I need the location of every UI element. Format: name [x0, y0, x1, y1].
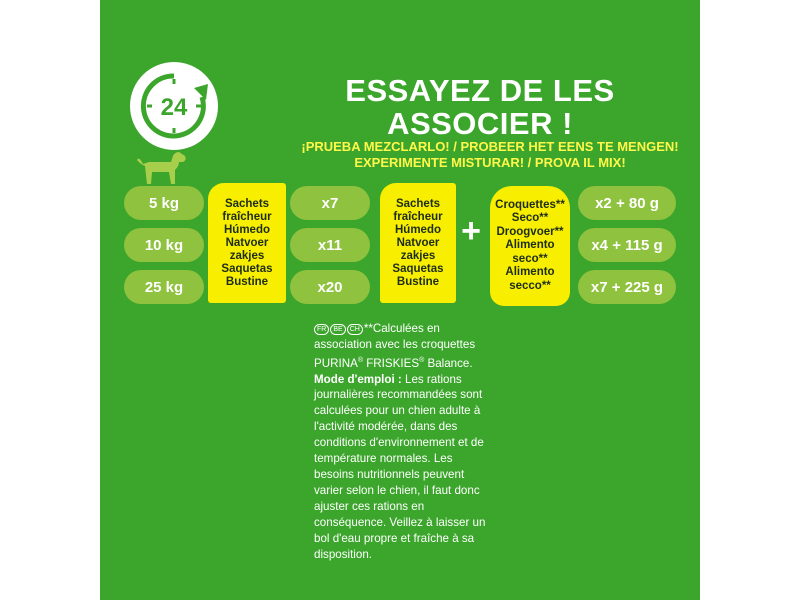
country-badge-fr: FR [314, 324, 329, 335]
pouch-label: fraîcheur [393, 210, 443, 223]
bag-label: secco** [509, 279, 551, 292]
bag-label: Seco** [511, 212, 549, 225]
subtitle-line-1: ¡PRUEBA MEZCLARLO! / PROBEER HET EENS TE MENGEN! [301, 139, 679, 154]
note-body: Les rations journalières recommandées sont calculées pour un chien adulte à l'activité modérée, dans des conditions d'environnement et de température normales. Les besoins nutritionnels peuvent varier selon le chien, il faut donc ajuster ces rations en conséquence. Veillez à laisser un bol d'eau propre et fraîche à sa disposition. [314, 372, 486, 561]
note-intro: **Calculées en association avec les croquettes PURINA [314, 322, 476, 370]
dry-food-bag [490, 186, 570, 306]
country-badge-be: BE [330, 324, 345, 335]
wet-ration-pill: x20 [290, 270, 370, 304]
weight-pill: 25 kg [124, 270, 204, 304]
wet-ration-pill: x7 [290, 186, 370, 220]
pouch-label: Bustine [396, 275, 440, 288]
pouch-label: Húmedo [224, 223, 270, 236]
pouch-label: Bustine [225, 275, 269, 288]
pouch-label: Natvoer zakjes [396, 236, 440, 262]
mode-label: Mode d'emploi : [314, 372, 402, 386]
bag-label: Alimento seco** [505, 239, 555, 265]
bag-label: Droogvoer** [496, 225, 564, 238]
bag-label: Croquettes** [495, 198, 565, 211]
plus-icon: + [461, 212, 481, 250]
usage-note [314, 321, 490, 562]
pouch-label: Saquetas [392, 262, 444, 275]
pouch-label: Sachets [224, 197, 270, 210]
pouch-label: fraîcheur [222, 210, 272, 223]
mixed-ration-pill: x4 + 115 g [578, 228, 676, 262]
country-badge-ch: CH [347, 324, 363, 335]
note-brand: FRISKIES [366, 356, 420, 370]
clock-24-icon [128, 60, 220, 152]
wet-ration-pill: x11 [290, 228, 370, 262]
pouch-label: Húmedo [395, 223, 441, 236]
pouch-label: Natvoer zakjes [225, 236, 269, 262]
dog-icon [137, 150, 189, 186]
registered-mark: ® [419, 356, 425, 364]
registered-mark: ® [357, 356, 363, 364]
title-line-1: ESSAYEZ DE LES [345, 73, 615, 108]
note-balance: Balance. [424, 356, 473, 370]
weight-pill: 10 kg [124, 228, 204, 262]
bag-label: Alimento [505, 266, 555, 279]
pouch-label: Sachets [395, 197, 441, 210]
pouch-package [208, 183, 286, 303]
weight-pill: 5 kg [124, 186, 204, 220]
clock-number: 24 [160, 94, 188, 121]
pouch-label: Saquetas [221, 262, 273, 275]
subtitle [300, 139, 680, 171]
mixed-ration-pill: x7 + 225 g [578, 270, 676, 304]
subtitle-line-2: EXPERIMENTE MISTURAR! / PROVA IL MIX! [354, 155, 626, 170]
mixed-ration-pill: x2 + 80 g [578, 186, 676, 220]
page-title [330, 74, 630, 140]
title-line-2: ASSOCIER ! [387, 106, 573, 141]
pouch-package [380, 183, 456, 303]
